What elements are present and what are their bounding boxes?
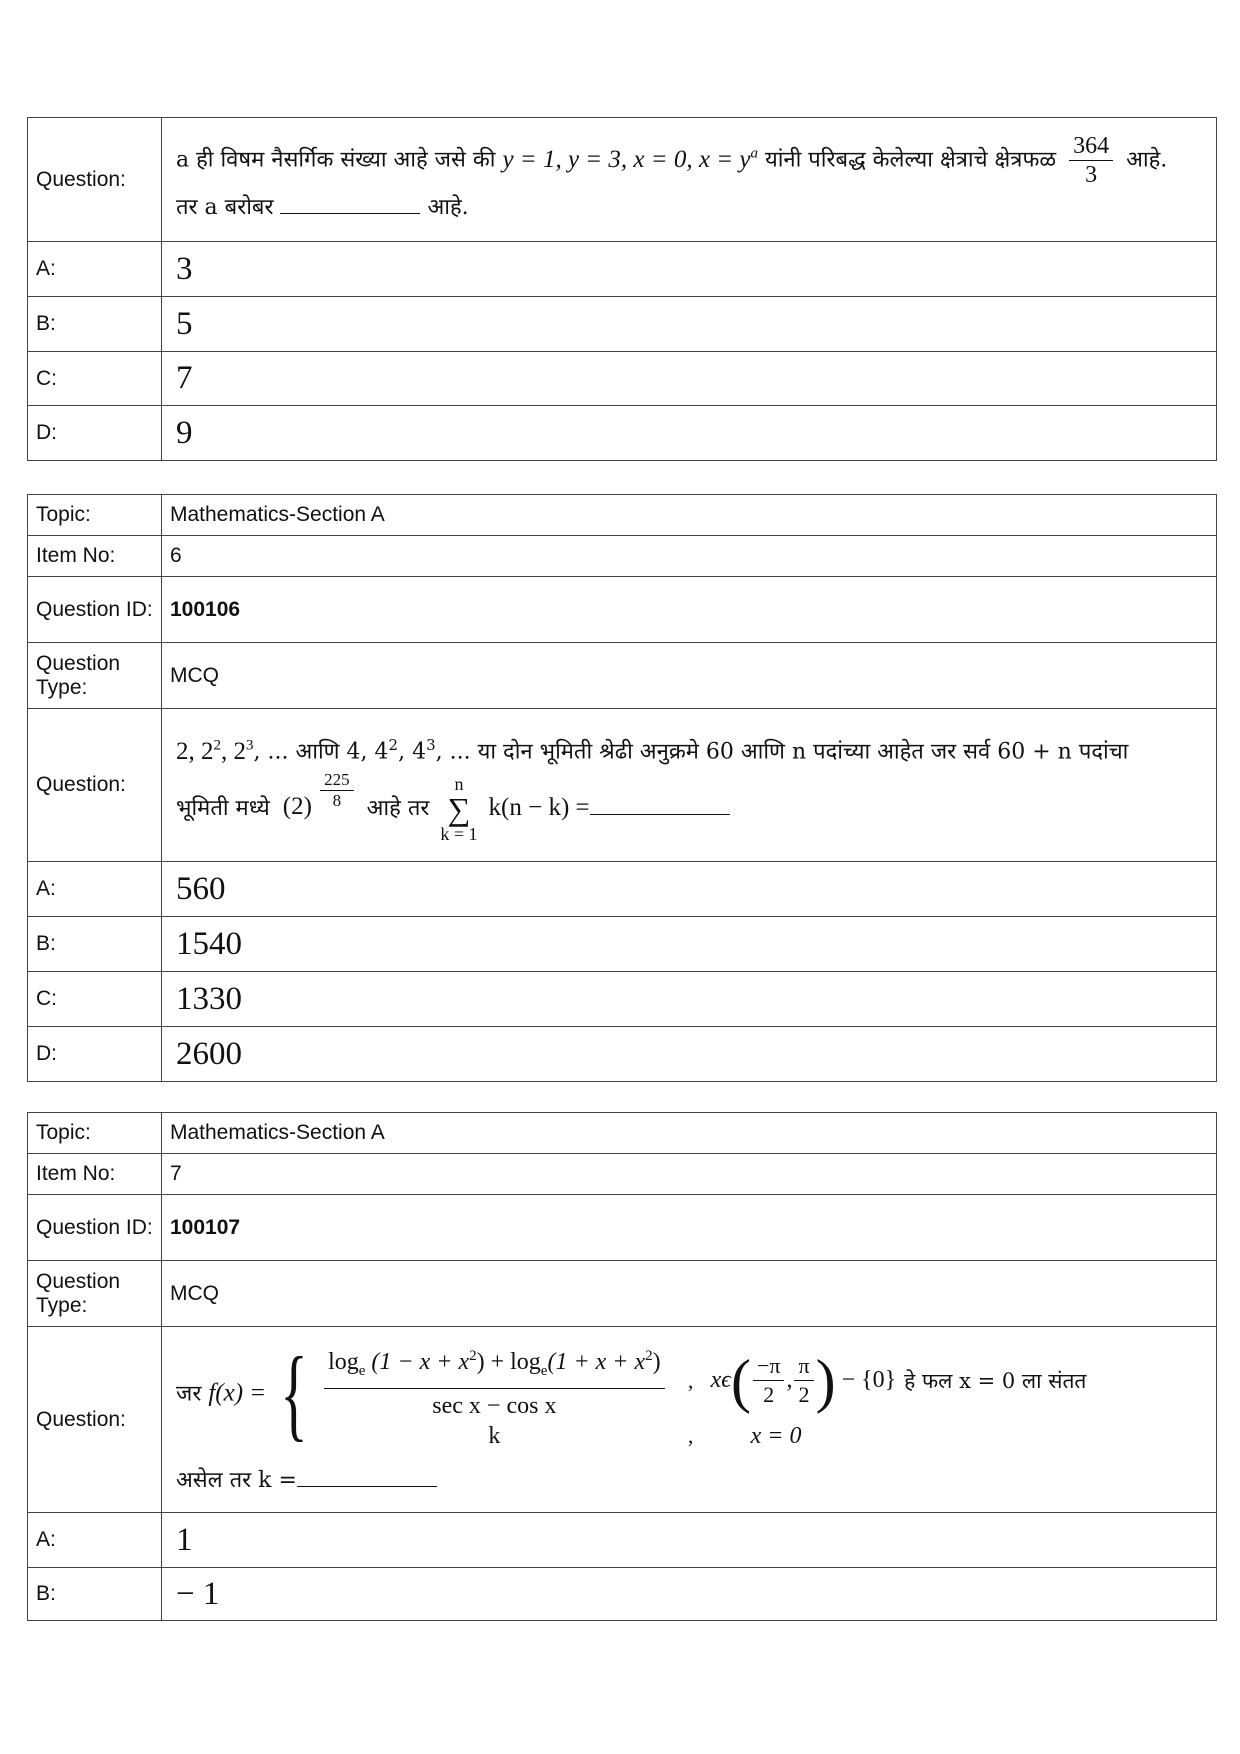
option-value: − 1: [162, 1568, 1217, 1621]
question-type-value: MCQ: [162, 1261, 1217, 1327]
question-label: Question:: [28, 709, 162, 862]
question-id-value: 100106: [162, 577, 1217, 643]
option-value: 2600: [162, 1027, 1217, 1082]
question-label: Question:: [28, 1327, 162, 1513]
answer-blank: [297, 1464, 437, 1487]
item-no-value: 7: [162, 1154, 1217, 1195]
option-label: D:: [28, 1027, 162, 1082]
option-value: 1: [162, 1513, 1217, 1568]
option-label: C:: [28, 972, 162, 1027]
question-id-label: Question ID:: [28, 577, 162, 643]
topic-label: Topic:: [28, 495, 162, 536]
option-label: B:: [28, 297, 162, 352]
fraction: $\frac{364}{3}$: [1069, 132, 1113, 189]
question-block-2: [27, 494, 1217, 1082]
option-label: B:: [28, 1568, 162, 1621]
question-text: 2, $2^2$, $2^3$, ... आणि 4, $4^2$, $4^3$, ... या दोन भूमिती श्रेढी अनुक्रमे 60 आणि n पदांच्या आहेत जर सर्व 60 + n पदांचा भूमिती मध्ये (2) $\frac{225}{8}$ आहे तर n ∑ k = 1 k(n − k) =: [162, 709, 1217, 862]
answer-blank: [590, 792, 730, 815]
option-value: 5: [162, 297, 1217, 352]
question-label: Question:: [28, 118, 162, 242]
item-no-label: Item No:: [28, 1154, 162, 1195]
option-label: C:: [28, 352, 162, 406]
topic-value: Mathematics-Section A: [162, 1113, 1217, 1154]
question-text: जर f(x) = { $\frac{\log_e (1 - x + x^2) + \log_e(1 + x + x^2)}{\text{sec x − cos x}}$ , xϵ ( $\frac{-\pi}{2}$ , $\frac{\pi}{2}$ ) − {0} हे फल x = 0 ला संतत k , x = 0 असेल तर k =: [162, 1327, 1217, 1513]
option-value: 560: [162, 862, 1217, 917]
answer-blank: [280, 191, 420, 214]
option-label: A:: [28, 242, 162, 297]
option-value: 7: [162, 352, 1217, 406]
question-text: a ही विषम नैसर्गिक संख्या आहे जसे की y = 1, y = 3, x = 0, $x = y^a$ यांनी परिबद्ध केलेल्या क्षेत्राचे क्षेत्रफळ $\frac{364}{3}$ आहे. तर a बरोबर आहे.: [162, 118, 1217, 242]
item-no-value: 6: [162, 536, 1217, 577]
question-type-label: Question Type:: [28, 1261, 162, 1327]
option-value: 1540: [162, 917, 1217, 972]
item-no-label: Item No:: [28, 536, 162, 577]
question-id-label: Question ID:: [28, 1195, 162, 1261]
question-block-1: [27, 117, 1217, 461]
option-label: A:: [28, 862, 162, 917]
question-type-value: MCQ: [162, 643, 1217, 709]
topic-value: Mathematics-Section A: [162, 495, 1217, 536]
option-label: D:: [28, 406, 162, 461]
option-label: A:: [28, 1513, 162, 1568]
question-id-value: 100107: [162, 1195, 1217, 1261]
piecewise-function: $\frac{\log_e (1 - x + x^2) + \log_e(1 + x + x^2)}{\text{sec x − cos x}}$ , xϵ ( $\frac{-\pi}{2}$ , $\frac{\pi}{2}$ ) − {0} हे फल x = 0 ला संतत k , x = 0: [318, 1339, 1086, 1450]
option-label: B:: [28, 917, 162, 972]
summation: n ∑ k = 1: [440, 773, 478, 844]
option-value: 3: [162, 242, 1217, 297]
option-value: 1330: [162, 972, 1217, 1027]
option-value: 9: [162, 406, 1217, 461]
question-type-label: Question Type:: [28, 643, 162, 709]
question-block-3: [27, 1112, 1217, 1621]
topic-label: Topic:: [28, 1113, 162, 1154]
